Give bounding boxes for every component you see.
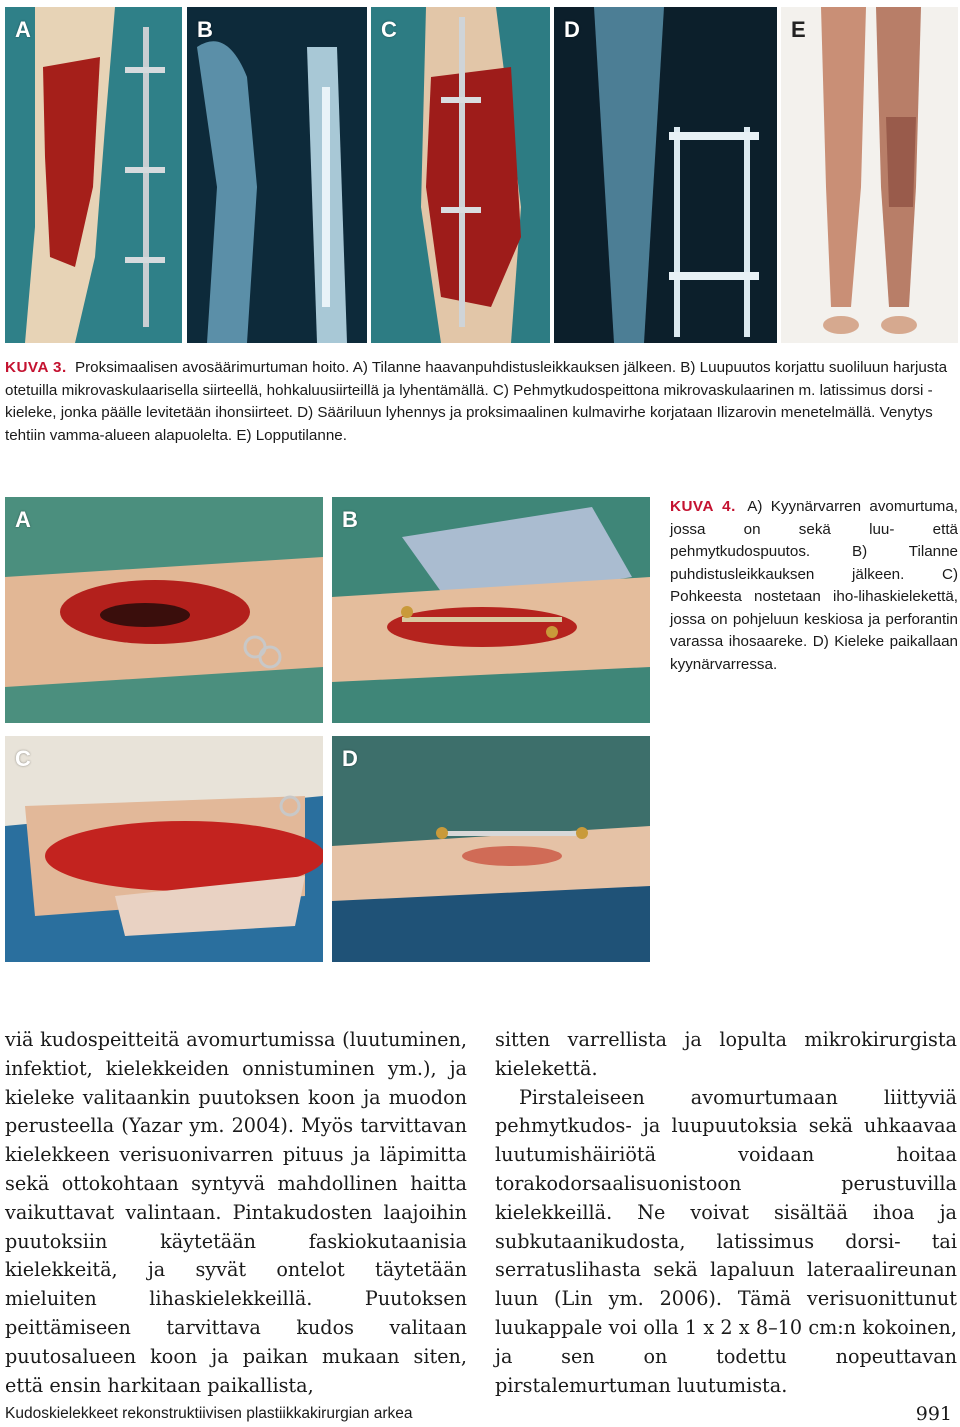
fig4-label-c: C: [15, 746, 31, 771]
fig4-caption: [670, 496, 958, 676]
fig3-caption-text: Proksimaalisen avosäärimurtuman hoito. A) Tilanne haavanpuhdistusleikkauksen jälkeen. B) Luupuutos korjattu suoliluun harjusta otetuilla mikrovaskulaarisella siirteellä, hohkaluusiirteillä ja lyhentämällä. C) Pehmytkudospeittona mikrovaskulaarinen m. latissimus dorsi -kieleke, jonka päälle levitetään ihonsiirteet. D) Sääriluun lyhennys ja proksimaalinen kulmavirhe korjataan Ilizarovin menetelmällä. Venytys tehtiin vamma-alueen alapuolelta. E) Lopputilanne.: [5, 359, 948, 444]
body-col1-paragraph: viä kudospeitteitä avomurtumissa (luutuminen, infektiot, kielekkeiden onnistuminen ym.), ja kieleke valitaankin puutoksen koon ja muodon perusteella (Yazar ym. 2004). Myös tarvittavan kielekkeen verisuonivarren pituus ja läpimitta sekä ottokohtaan syntyvä mahdollinen haitta vaikuttavat valintaan. Pintakudosten laajoihin puutoksiin käytetään faskiokutaanisia kielekkeitä, ja syvät ontelot täytetään mieluiten lihaskielekkeillä. Puutoksen peittämiseen tarvittava kudos valitaan puutosalueen koon ja paikan mukaan siten, että ensin harkitaan paikallista,: [5, 1028, 467, 1397]
fig4-panel-c-image: [5, 736, 323, 962]
fig3-caption-label: KUVA 3.: [5, 359, 67, 376]
fig3-panel-a-image: [5, 7, 182, 343]
running-title: Kudoskielekkeet rekonstruktiivisen plastiikkakirurgian arkea: [5, 1405, 413, 1422]
fig4-panel-c: [5, 736, 323, 962]
fig4-caption-text: A) Kyynärvarren avomurtuma, jossa on sekä luu- että pehmytkudospuutos. B) Tilanne puhdistusleikkauksen jälkeen. C) Pohkeesta nostetaan iho-lihaskielekettä, jossa on pohjeluun keskiosa ja perforantin varassa ihosaareke. D) Kieleke paikallaan kyynärvarressa.: [670, 498, 958, 673]
fig4-panel-b-image: [332, 497, 650, 723]
fig3-panel-e-image: [781, 7, 958, 343]
body-col2-paragraph-2: Pirstaleiseen avomurtumaan liittyviä pehmytkudos- ja luupuutoksia sekä uhkaavaa luutumishäiriötä voidaan hoitaa torakodorsaalisuonistoon perustuvilla kielekkeillä. Ne voivat sisältää ihoa ja subkutaanikudosta, latissimus dorsi- tai serratuslihasta sekä lapaluun lateraalireunan luun (Lin ym. 2006). Tämä verisuonittunut luukappale voi olla 1 x 2 x 8–10 cm:n kokoinen, ja sen on todettu nopeuttavan pirstalemurtuman luutumista.: [495, 1085, 957, 1397]
fig3-label-b: B: [197, 17, 213, 42]
fig4-panel-d-image: [332, 736, 650, 962]
body-col2-paragraph-1: sitten varrellista ja lopulta mikrokirurgista kielekettä.: [495, 1028, 957, 1080]
fig4-label-b: B: [342, 507, 358, 532]
fig4-panel-a: [5, 497, 323, 723]
body-column-left: [5, 1026, 467, 1400]
fig3-panel-b-image: [187, 7, 367, 343]
fig3-label-c: C: [381, 17, 397, 42]
fig4-panel-a-image: [5, 497, 323, 723]
fig4-caption-label: KUVA 4.: [670, 498, 736, 515]
fig3-panel-e: [781, 7, 958, 343]
fig3-label-e: E: [791, 17, 806, 42]
page-number: 991: [915, 1403, 952, 1425]
fig3-panel-d: [554, 7, 777, 343]
fig3-caption: [5, 357, 958, 447]
fig4-label-d: D: [342, 746, 358, 771]
body-column-right: [495, 1026, 957, 1400]
fig3-panel-c-image: [371, 7, 550, 343]
fig3-label-a: A: [15, 17, 31, 42]
fig4-panel-d: [332, 736, 650, 962]
fig3-label-d: D: [564, 17, 580, 42]
fig4-panel-b: [332, 497, 650, 723]
fig3-panel-a: [5, 7, 182, 343]
fig3-panel-d-image: [554, 7, 777, 343]
fig4-label-a: A: [15, 507, 31, 532]
fig3-panel-c: [371, 7, 550, 343]
fig3-panel-b: [187, 7, 367, 343]
